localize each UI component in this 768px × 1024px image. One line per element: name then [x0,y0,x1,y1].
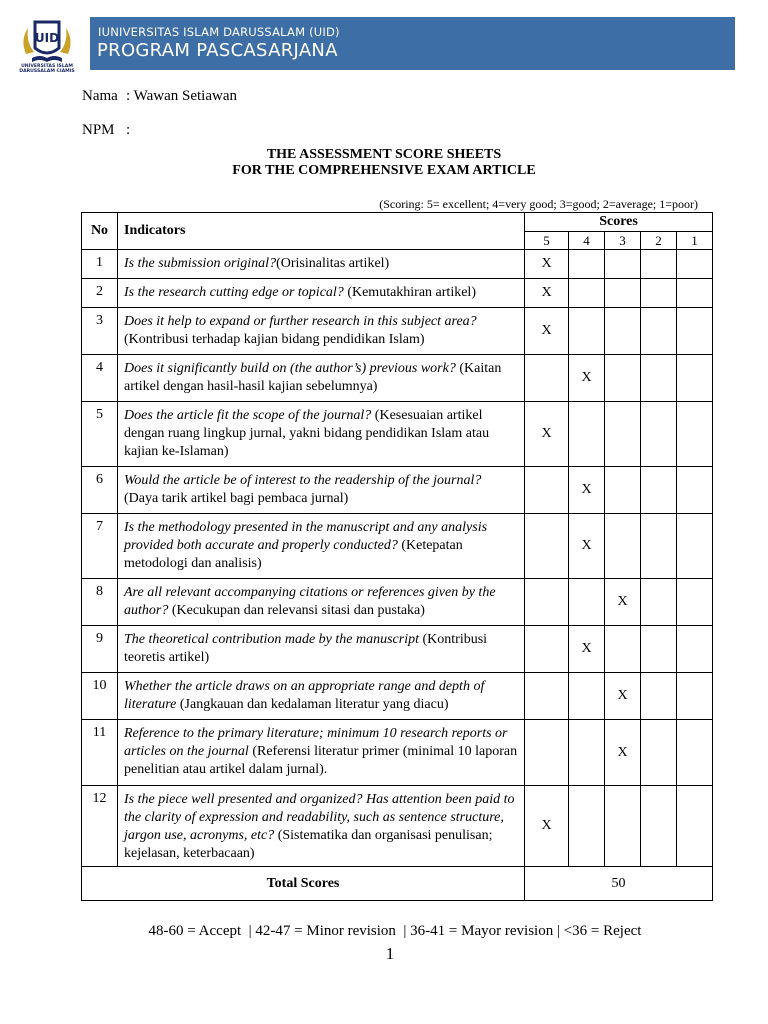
score-cell-2 [641,355,677,402]
row-number: 9 [82,626,118,673]
score-mark: X [617,594,628,609]
decision-legend: 48-60 = Accept | 42-47 = Minor revision | 36-41 = Mayor revision | <36 = Reject [148,923,642,939]
score-cell-4 [569,308,605,355]
score-cell-5 [525,579,569,626]
score-cell-2 [641,720,677,786]
indicator-cell [118,786,525,867]
score-cell-4 [569,720,605,786]
score-mark: X [581,538,592,553]
score-level-3: 3 [605,232,641,250]
score-mark: X [581,641,592,656]
indicator-translation: (Kaitan artikel dengan hasil-hasil kajian sebelumnya) [124,361,502,394]
row-number: 5 [82,402,118,467]
npm-label: NPM [82,122,115,138]
score-mark: X [581,370,592,385]
score-cell-2 [641,250,677,279]
row-number: 10 [82,673,118,720]
indicator-translation: (Kemutakhiran artikel) [343,285,476,300]
university-name: IUNIVERSITAS ISLAM DARUSSALAM (UID) [98,25,340,39]
indicator-question: Does it significantly build on (the author’s) previous work? [124,361,456,376]
score-cell-1 [677,467,713,514]
indicator-question: Whether the article draws on an appropriate range and depth of literature [124,679,485,712]
row-number: 1 [82,250,118,279]
row-number: 2 [82,279,118,308]
score-cell-3 [605,279,641,308]
score-cell-5 [525,308,569,355]
indicator-translation: (Sistematika dan organisasi penulisan; kejelasan, keterbacaan) [124,828,493,861]
score-cell-2 [641,308,677,355]
score-cell-5 [525,355,569,402]
score-cell-3 [605,673,641,720]
score-cell-3 [605,467,641,514]
score-cell-2 [641,402,677,467]
score-cell-1 [677,279,713,308]
score-cell-5 [525,626,569,673]
table-row [82,279,713,308]
logo-caption [14,64,80,74]
indicator-cell [118,279,525,308]
score-mark: X [617,744,628,760]
header-scores: Scores [525,213,713,232]
table-row [82,720,713,786]
score-cell-3 [605,402,641,467]
score-cell-5 [525,467,569,514]
indicator-question: Does the article fit the scope of the journal? [124,408,372,423]
row-number: 6 [82,467,118,514]
score-cell-4 [569,250,605,279]
header-no: No [82,213,118,250]
row-number: 4 [82,355,118,402]
score-cell-1 [677,579,713,626]
nama-field [82,88,237,105]
score-cell-5 [525,279,569,308]
table-row [82,467,713,514]
score-cell-1 [677,355,713,402]
score-cell-3 [605,514,641,579]
score-cell-5 [525,673,569,720]
indicator-cell [118,626,525,673]
score-level-5: 5 [525,232,569,250]
score-cell-1 [677,514,713,579]
score-mark: X [541,285,552,300]
indicator-cell [118,467,525,514]
row-number: 3 [82,308,118,355]
row-number: 12 [82,786,118,867]
score-cell-2 [641,279,677,308]
indicator-cell [118,720,525,786]
indicator-cell [118,355,525,402]
score-cell-4 [569,355,605,402]
table-row [82,579,713,626]
total-scores-value: 50 [525,867,713,901]
score-cell-1 [677,720,713,786]
table-row [82,514,713,579]
row-number: 7 [82,514,118,579]
score-cell-4 [569,673,605,720]
score-mark: X [541,323,552,338]
score-mark: X [581,482,592,497]
score-cell-3 [605,250,641,279]
document-title-line2: FOR THE COMPREHENSIVE EXAM ARTICLE [232,163,536,178]
score-cell-1 [677,786,713,867]
program-name: PROGRAM PASCASARJANA [97,40,338,61]
row-number: 8 [82,579,118,626]
score-cell-3 [605,786,641,867]
score-cell-1 [677,626,713,673]
score-level-2: 2 [641,232,677,250]
table-row [82,673,713,720]
indicator-cell [118,673,525,720]
indicator-question: Is the piece well presented and organized? Has attention been paid to the clarity of expression and readability, such as sentence structure, jargon use, acronyms, etc? [124,792,515,843]
indicator-translation: (Jangkauan dan kedalaman literatur yang diacu) [176,697,449,712]
logo-letters: UID [34,31,60,45]
indicator-question: The theoretical contribution made by the manuscript [124,632,419,647]
row-number: 11 [82,720,118,786]
indicator-translation: (Daya tarik artikel bagi pembaca jurnal) [124,491,349,506]
table-row [82,355,713,402]
scoring-note: (Scoring: 5= excellent; 4=very good; 3=good; 2=average; 1=poor) [379,197,698,211]
score-cell-4 [569,467,605,514]
score-cell-4 [569,626,605,673]
table-row [82,250,713,279]
table-row [82,626,713,673]
score-cell-5 [525,514,569,579]
indicator-translation: (Referensi literatur primer (minimal 10 laporan penelitian atau artikel dalam jurnal). [124,744,518,777]
nama-value: : Wawan Setiawan [126,88,237,104]
score-cell-2 [641,467,677,514]
total-scores-label: Total Scores [82,867,525,901]
score-mark: X [541,426,552,441]
logo-caption-line1: UNIVERSITAS ISLAM [21,64,73,69]
npm-field [82,122,130,139]
score-cell-4 [569,514,605,579]
indicator-cell [118,308,525,355]
indicator-cell [118,250,525,279]
score-cell-4 [569,579,605,626]
indicator-question: Are all relevant accompanying citations or references given by the author? [124,585,496,618]
score-cell-2 [641,626,677,673]
indicator-translation: (Orisinalitas artikel) [276,256,390,271]
npm-value: : [126,122,131,138]
indicator-question: Is the submission original? [124,256,277,271]
indicator-translation: (Kecukupan dan relevansi sitasi dan pustaka) [168,603,425,618]
table-row [82,786,713,867]
score-table [81,212,713,901]
nama-label: Nama [82,88,118,104]
page-number: 1 [385,944,395,963]
indicator-cell [118,402,525,467]
score-cell-1 [677,250,713,279]
score-cell-1 [677,673,713,720]
score-cell-5 [525,250,569,279]
table-row [82,402,713,467]
score-mark: X [541,818,552,833]
indicator-cell [118,579,525,626]
score-cell-5 [525,402,569,467]
indicator-question: Reference to the primary literature; minimum 10 research reports or articles on the journal [124,726,508,759]
score-level-4: 4 [569,232,605,250]
header-banner [90,17,735,70]
score-cell-5 [525,720,569,786]
indicator-translation: (Kesesuaian artikel dengan ruang lingkup jurnal, yakni bidang pendidikan Islam atau kajian ke-Islaman) [124,408,490,459]
score-level-1: 1 [677,232,713,250]
score-cell-3 [605,626,641,673]
score-cell-3 [605,579,641,626]
score-cell-2 [641,673,677,720]
score-cell-2 [641,786,677,867]
score-cell-4 [569,279,605,308]
score-cell-1 [677,308,713,355]
score-cell-3 [605,355,641,402]
indicator-translation: (Kontribusi terhadap kajian bidang pendidikan Islam) [124,332,425,347]
score-mark: X [541,256,552,271]
score-cell-4 [569,786,605,867]
score-mark: X [617,688,628,703]
indicator-question: Is the research cutting edge or topical? [124,285,344,300]
indicator-cell [118,514,525,579]
score-cell-2 [641,514,677,579]
score-cell-5 [525,786,569,867]
score-cell-3 [605,308,641,355]
score-cell-3 [605,720,641,786]
indicator-translation: (Kontribusi teoretis artikel) [124,632,488,665]
logo-caption-line2: DARUSSALAM CIAMIS [19,69,75,75]
score-cell-1 [677,402,713,467]
indicator-question: Is the methodology presented in the manuscript and any analysis provided both accurate and properly conducted? [124,520,488,553]
header-indicators: Indicators [118,213,525,250]
score-cell-4 [569,402,605,467]
indicator-question: Would the article be of interest to the readership of the journal? [124,473,482,488]
score-cell-2 [641,579,677,626]
document-title-line1: THE ASSESSMENT SCORE SHEETS [266,147,502,162]
indicator-question: Does it help to expand or further research in this subject area? [124,314,477,329]
table-row [82,308,713,355]
indicator-translation: (Ketepatan metodologi dan analisis) [124,538,463,571]
